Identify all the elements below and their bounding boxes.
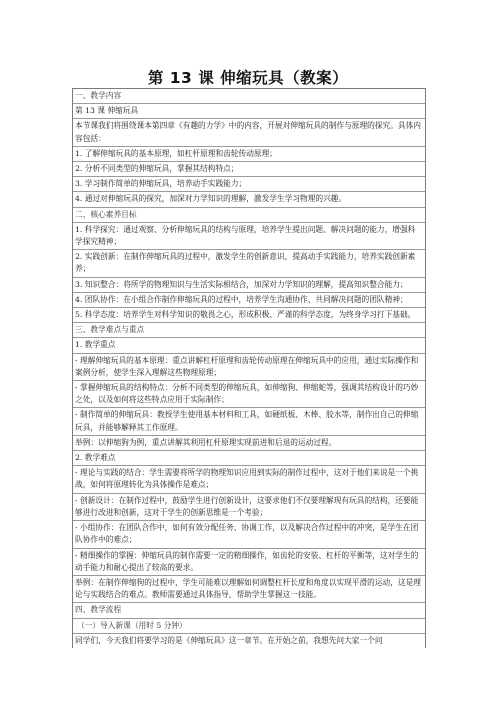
difficulty-item-1: - 理论与实践的结合：学生需要将所学的物理知识应用到实际的制作过程中，这对于他们来说是一个挑战，如何将原理转化为具体操作是难点；	[73, 466, 425, 493]
process-step-1-text: 同学们，今天我们将要学习的是《伸缩玩具》这一章节。在开始之前，我想先问大家一个问	[75, 635, 383, 645]
goal-item-5: 5. 科学态度：培养学生对科学知识的敬畏之心，形成积极、严谨的科学态度，为终身学习打下基础。	[73, 308, 425, 323]
goal-item-3: 3. 知识整合：将所学的物理知识与生活实际相结合，加深对力学知识的理解，提高知识整合能力；	[73, 278, 425, 293]
difficulty-item-3: - 小组协作：在团队合作中，如何有效分配任务、协调工作，以及解决合作过程中的冲突，是学生在团队协作中的难点；	[73, 521, 425, 548]
difficulty-example: 举例：在制作伸缩狗的过程中，学生可能难以理解如何调整杠杆长度和角度以实现平滑的运动，这是理论与实践结合的难点。教师需要通过具体指导，帮助学生掌握这一技能。	[73, 576, 425, 603]
goal-item-2: 2. 实践创新：在制作伸缩玩具的过程中，激发学生的创新意识，提高动手实践能力，培养实践创新素养；	[73, 250, 425, 277]
section-heading-focus: 三、教学难点与重点	[73, 323, 425, 338]
content-item-3: 3. 学习制作简单的伸缩玩具，培养动手实践能力；	[73, 177, 425, 192]
process-step-1-heading: （一）导入新课（用时 5 分钟）	[73, 619, 425, 634]
difficulty-item-4: - 精细操作的掌握：伸缩玩具的制作需要一定的精细操作，如齿轮的安装、杠杆的平衡等，这对学生的动手能力和耐心提出了较高的要求。	[73, 549, 425, 576]
difficulty-subheading: 2. 教学难点	[73, 451, 425, 466]
focus-item-1: - 理解伸缩玩具的基本原理：重点讲解杠杆原理和齿轮传动原理在伸缩玩具中的应用，通过实际操作和案例分析，使学生深入理解这些物理原理；	[73, 354, 425, 381]
content-intro: 本节课我们将围绕课本第四章《有趣的力学》中的内容，开展对伸缩玩具的制作与原理的探究。具体内容包括：	[73, 119, 425, 146]
section-heading-content: 一、教学内容	[73, 89, 425, 104]
goal-item-1: 1. 科学探究：通过观察、分析伸缩玩具的结构与原理，培养学生提出问题、解决问题的能力，增强科学探究精神；	[73, 223, 425, 250]
section-heading-goals: 二、核心素养目标	[73, 208, 425, 223]
focus-subheading: 1. 教学重点	[73, 338, 425, 353]
content-item-4: 4. 通过对伸缩玩具的探究，加深对力学知识的理解，激发学生学习物理的兴趣。	[73, 192, 425, 207]
focus-item-3: - 制作简单的伸缩玩具：教授学生使用基本材料和工具，如硬纸板、木棒、胶水等，制作出自己的伸缩玩具，并能够解释其工作原理。	[73, 408, 425, 435]
content-item-2: 2. 分析不同类型的伸缩玩具，掌握其结构特点；	[73, 162, 425, 177]
focus-item-2: - 掌握伸缩玩具的结构特点：分析不同类型的伸缩玩具，如伸缩狗、伸缩蛇等，强调其结构设计的巧妙之处，以及如何将这些特点应用于实际制作；	[73, 381, 425, 408]
document-title: 第 13 课 伸缩玩具（教案）	[147, 69, 349, 87]
goal-item-4: 4. 团队协作：在小组合作制作伸缩玩具的过程中，培养学生沟通协作、共同解决问题的团队精神；	[73, 293, 425, 308]
lesson-name: 第 13 课 伸缩玩具	[73, 104, 425, 119]
content-item-1: 1. 了解伸缩玩具的基本原理，如杠杆原理和齿轮传动原理；	[73, 147, 425, 162]
difficulty-item-2: - 创新设计：在制作过程中，鼓励学生进行创新设计，这要求他们不仅要理解现有玩具的结构，还要能够进行改进和创新，这对于学生的创新思维是一个考验；	[73, 494, 425, 521]
focus-example: 举例：以伸缩狗为例，重点讲解其利用杠杆原理实现前进和后退的运动过程。	[73, 436, 425, 451]
section-heading-process: 四、教学流程	[73, 603, 425, 618]
lesson-plan-table	[72, 88, 426, 648]
